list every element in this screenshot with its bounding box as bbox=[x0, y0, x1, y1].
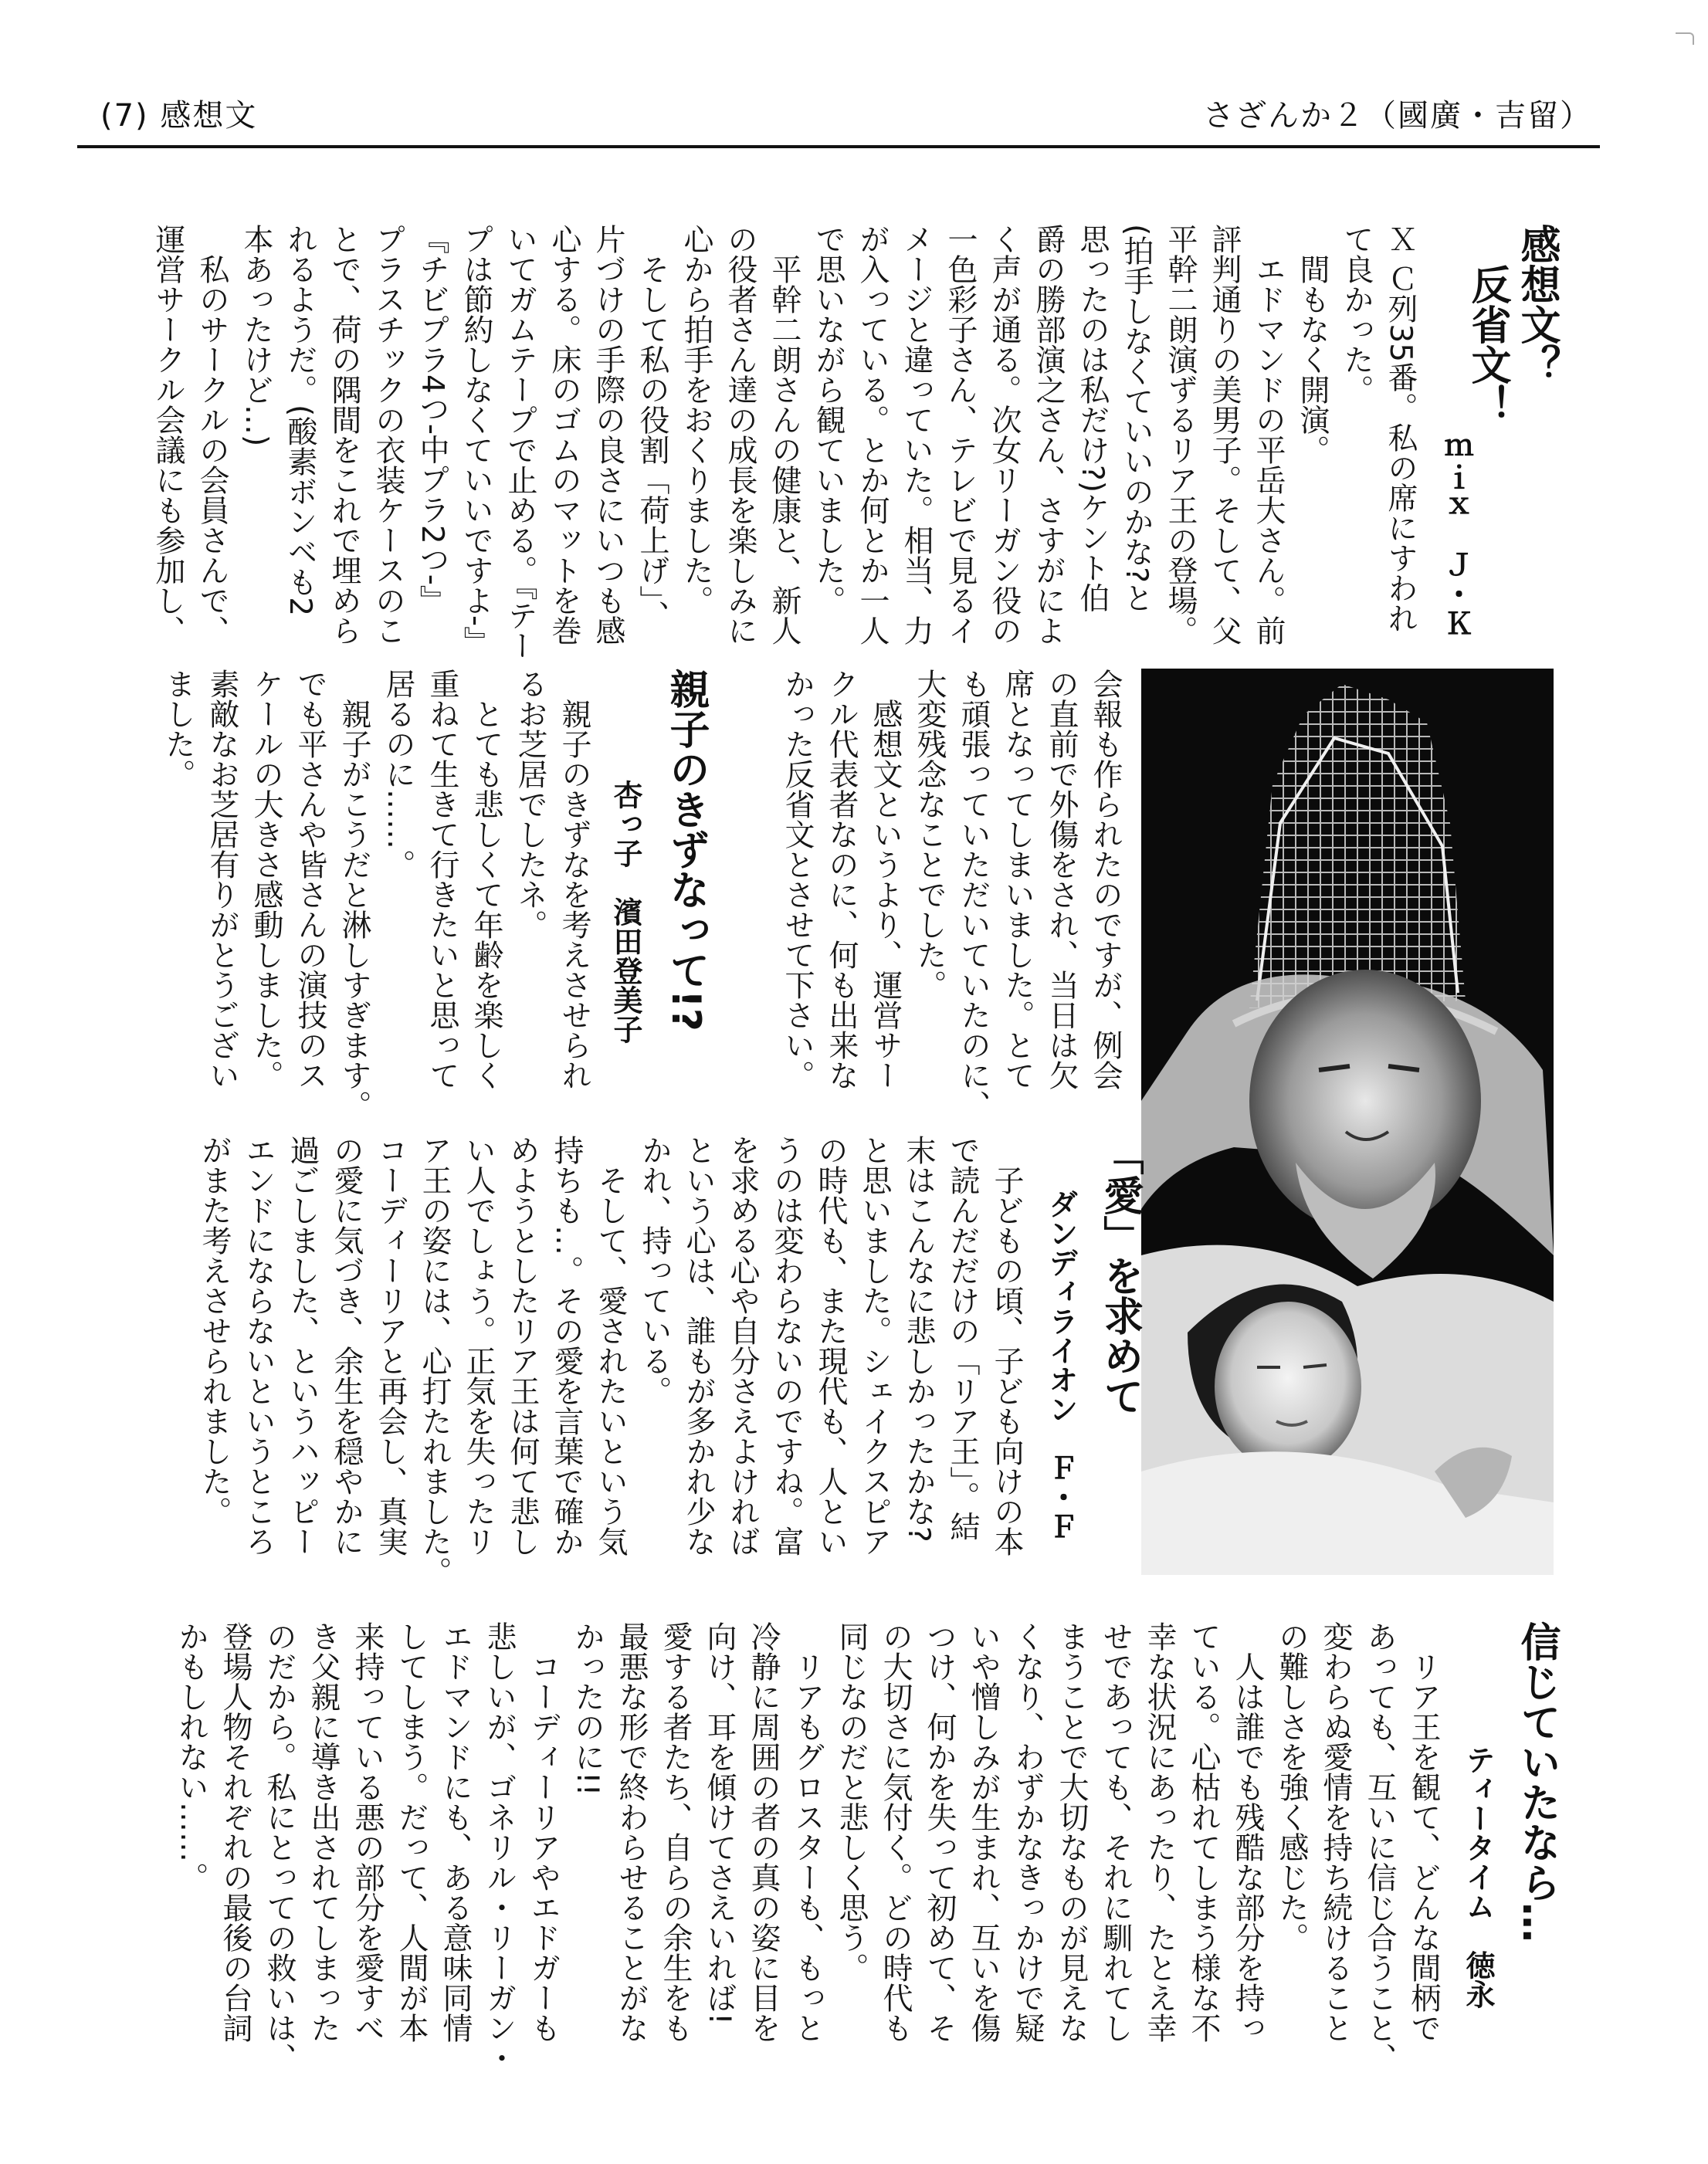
article1-byline: ｍｉｘ Ｊ・Ｋ bbox=[1439, 432, 1473, 638]
article2-byline: 杏っ子 濱田登美子 bbox=[608, 780, 642, 1044]
newsletter-title: さざんか２（國廣・吉留） bbox=[1203, 98, 1592, 134]
article4-body: リア王を観て、どんな間柄で あっても、互いに信じ合うこと、 変わらぬ愛情を持ち続けること の難しさを強く感じた。 人は誰でも残酷な部分を持っ ている。心枯れてしまう様な不 幸な状況にあったり、たとえ幸 せであっても、それに馴れてし まうことで大切なものが見えな くなり、わずかなきっかけで疑 いや憎しみが生まれ、互いを傷 つけ、何かを失って初めて、そ の大切さに気付く。どの時代も 同じなのだと悲しく思う。 リアもグロスターも、もっと 冷静に周囲の者の真の姿に目を 向け、耳を傾けてさえいれば! 愛する者たち、自らの余生をも 最悪な形で終わらせることがな かったのに!! コーディーリアやエドガーも 悲しいが、ゴネリル・リーガン・ エドマンドにも、ある意味同情 してしまう。だって、人間が本 来持っている悪の部分を愛すべ き父親に導き出されてしまった のだから。私にとっての救いは、 登場人物それぞれの最後の台詞 かもしれない……。 bbox=[174, 1621, 1441, 2073]
article3-title: 「愛」を求めて bbox=[1096, 1135, 1143, 1416]
article3-byline: ダンディライオン Ｆ・Ｆ bbox=[1044, 1189, 1078, 1541]
article3-body: 子どもの頃、子ども向けの本 で読んだだけの「リア王」。結 末はこんなに悲しかったかな? と思いました。シェイクスピア の時代も、また現代も、人とい うのは変わらないのですね。富 を求める心や自分さえよければ という心は、誰もが多かれ少な かれ、持っている。 そして、愛されたいという気 持ちも…。その愛を言葉で確か めようとしたリア王は何て悲し い人でしょう。正気を失ったリ ア王の姿には、心打たれました。 コーディーリアと再会し、真実 の愛に気づき、余生を穏やかに 過ごしました、というハッピー エンドにならないというところ がまた考えさせられました。 bbox=[197, 1135, 1024, 1587]
article1-body-mid: 会報も作られたのですが、例会 の直前で外傷をされ、当日は欠 席となってしまいました。とて も頑張っていただいていたのに、 大変残念なことでした。 感想文というより、運営サー クル代表者なのに、何も出来な かった反省文とさせて下さい。 bbox=[780, 669, 1123, 1120]
article1-title: 感想文？ 反省文！ bbox=[1464, 224, 1560, 425]
article1-body-top: Ｘ Ｃ列35番。私の席にすわれ て良かった。 間もなく開演。 エドマンドの平岳大さん。前 評判通りの美男子。そして、父 平幹二朗演ずるリア王の登場。 (拍手しなくていいのかな?と 思ったのは私だけ?)ケント伯 爵の勝部演之さん、さすがによ く声が通る。次女リーガン役の 一色彩子さん、テレビで見るイ メージと違っていた。相当、力 が入っている。とか何とか一人 で思いながら観ていました。 平幹二朗さんの健康と、新人 の役者さん達の成長を楽しみに 心から拍手をおくりました。 そして私の役割「荷上げ」、 片づけの手際の良さにいつも感 心する。床のゴムのマットを巻 いてガムテープで止める。『テー プは節約しなくていいですよ-』 『チビプラ4つ-中プラ2つ-』 プラスチックの衣装ケースのこ とで、荷の隅間をこれで埋めら れるようだ。(酸素ボンベも2 本あったけど…) 私のサークルの会員さんで、 運営サークル会議にも参加し、 bbox=[151, 224, 1418, 661]
article2-title: 親子のきずなって!? bbox=[663, 669, 709, 1031]
article2-body: 親子のきずなを考えさせられ るお芝居でしたネ。 とても悲しくて年齢を楽しく 重ねて生きて行きたいと思って 居るのに……。 親子がこうだと淋しすぎます。 でも平さんや皆さんの演技のス ケールの大きさ感動しました。 素敵なお芝居有りがとうござい ました。 bbox=[161, 669, 591, 1120]
header-rule bbox=[77, 145, 1600, 148]
article4-title: 信じていたなら… bbox=[1513, 1621, 1560, 1942]
play-photo bbox=[1141, 669, 1554, 1575]
scan-corner-mark bbox=[1676, 32, 1694, 45]
page-section-title: (7) 感想文 bbox=[100, 98, 258, 134]
article4-byline: ティータイム 徳永 bbox=[1461, 1745, 1495, 2009]
